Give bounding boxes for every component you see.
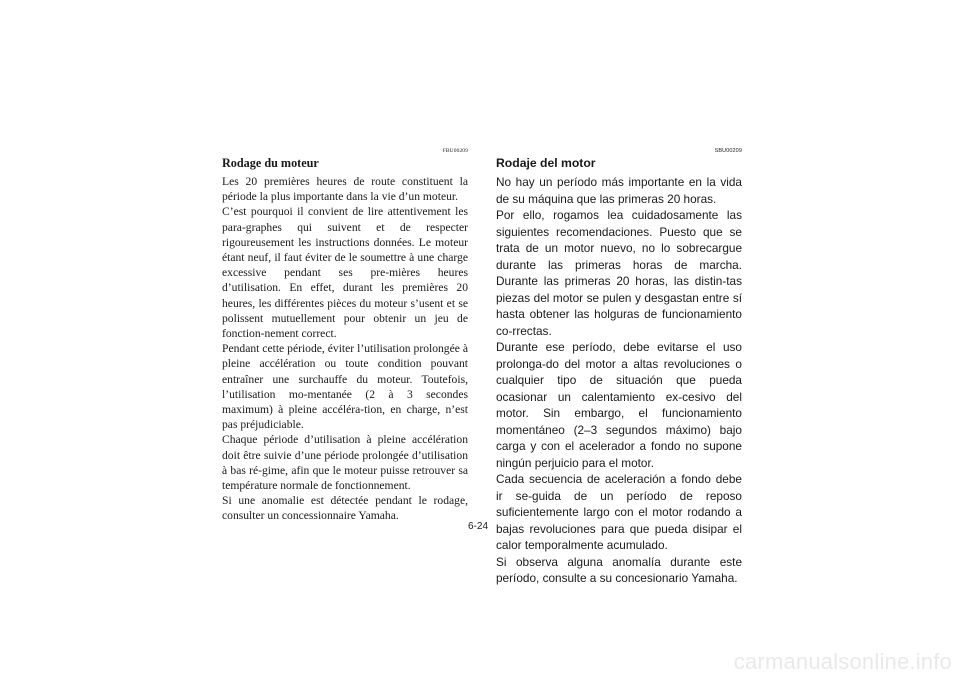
- paragraph: No hay un período más importante en la vida de su máquina que las primeras 20 horas.: [496, 175, 742, 206]
- paragraph: Chaque période d’utilisation à pleine accélération doit être suivie d’une période prolongée d’utilisation à bas ré-gime, afin que le moteur puisse retrouver sa température normale de fonctionnement.: [222, 433, 468, 493]
- section-code: FBU00209: [442, 148, 468, 154]
- paragraph: Durante ese período, debe evitarse el uso prolonga-do del motor a altas revoluciones o cualquier tipo de situación que pueda ocasionar un calentamiento ex-cesivo del motor. Sin embargo, el funcionamiento momentáneo (2–3 segundos máximo) bajo carga y con el acelerador a fondo no supone ningún perjuicio para el motor.: [496, 340, 742, 470]
- paragraph: Por ello, rogamos lea cuidadosamente las siguientes recomendaciones. Puesto que se trata de un motor nuevo, no lo sobrecargue durante las primeras horas de marcha. Durante las primeras 20 horas, las distin-tas piezas del motor se pulen y desgastan entre sí hasta obtener las holguras de funcionamiento co-rrectas.: [496, 208, 742, 338]
- paragraph: Si observa alguna anomalía durante este período, consulte a su concesionario Yamaha.: [496, 554, 742, 585]
- page-number: 6-24: [467, 521, 488, 532]
- paragraph: Si une anomalie est détectée pendant le rodage, consulter un concessionnaire Yamaha.: [222, 494, 468, 523]
- watermark: carmanualsonline.info: [733, 649, 952, 674]
- paragraph: Cada secuencia de aceleración a fondo debe ir se-guida de un período de reposo suficientemente largo con el motor rodando a bajas revoluciones para que pueda disipar el calor temporalmente acumulado.: [496, 472, 742, 552]
- paragraph: Pendant cette période, éviter l’utilisation prolongée à pleine accélération ou toute condition pouvant entraîner une surchauffe du moteur. Toutefois, l’utilisation mo-mentanée (2 à 3 secondes maximum) à pleine accéléra-tion, en charge, n’est pas préjudiciable.: [222, 342, 468, 432]
- paragraph: Les 20 premières heures de route constituent la période la plus importante dans la vie d’un moteur.: [222, 175, 468, 204]
- section-code: SBU00209: [714, 148, 742, 154]
- section-heading: Rodage du moteur: [222, 156, 319, 170]
- paragraph: C’est pourquoi il convient de lire attentivement les para-graphes qui suivent et de respecter rigoureusement les instructions données. Le moteur étant neuf, il faut éviter de le soumettre à une charge excessive pendant ses pre-mières heures d’utilisation. En effet, durant les premières 20 heures, les différentes pièces du moteur s’usent et se polissent mutuellement pour obtenir un jeu de fonction-nement correct.: [222, 205, 468, 341]
- spanish-column: [496, 148, 742, 587]
- section-heading: Rodaje del motor: [496, 156, 596, 170]
- french-column: [222, 148, 468, 524]
